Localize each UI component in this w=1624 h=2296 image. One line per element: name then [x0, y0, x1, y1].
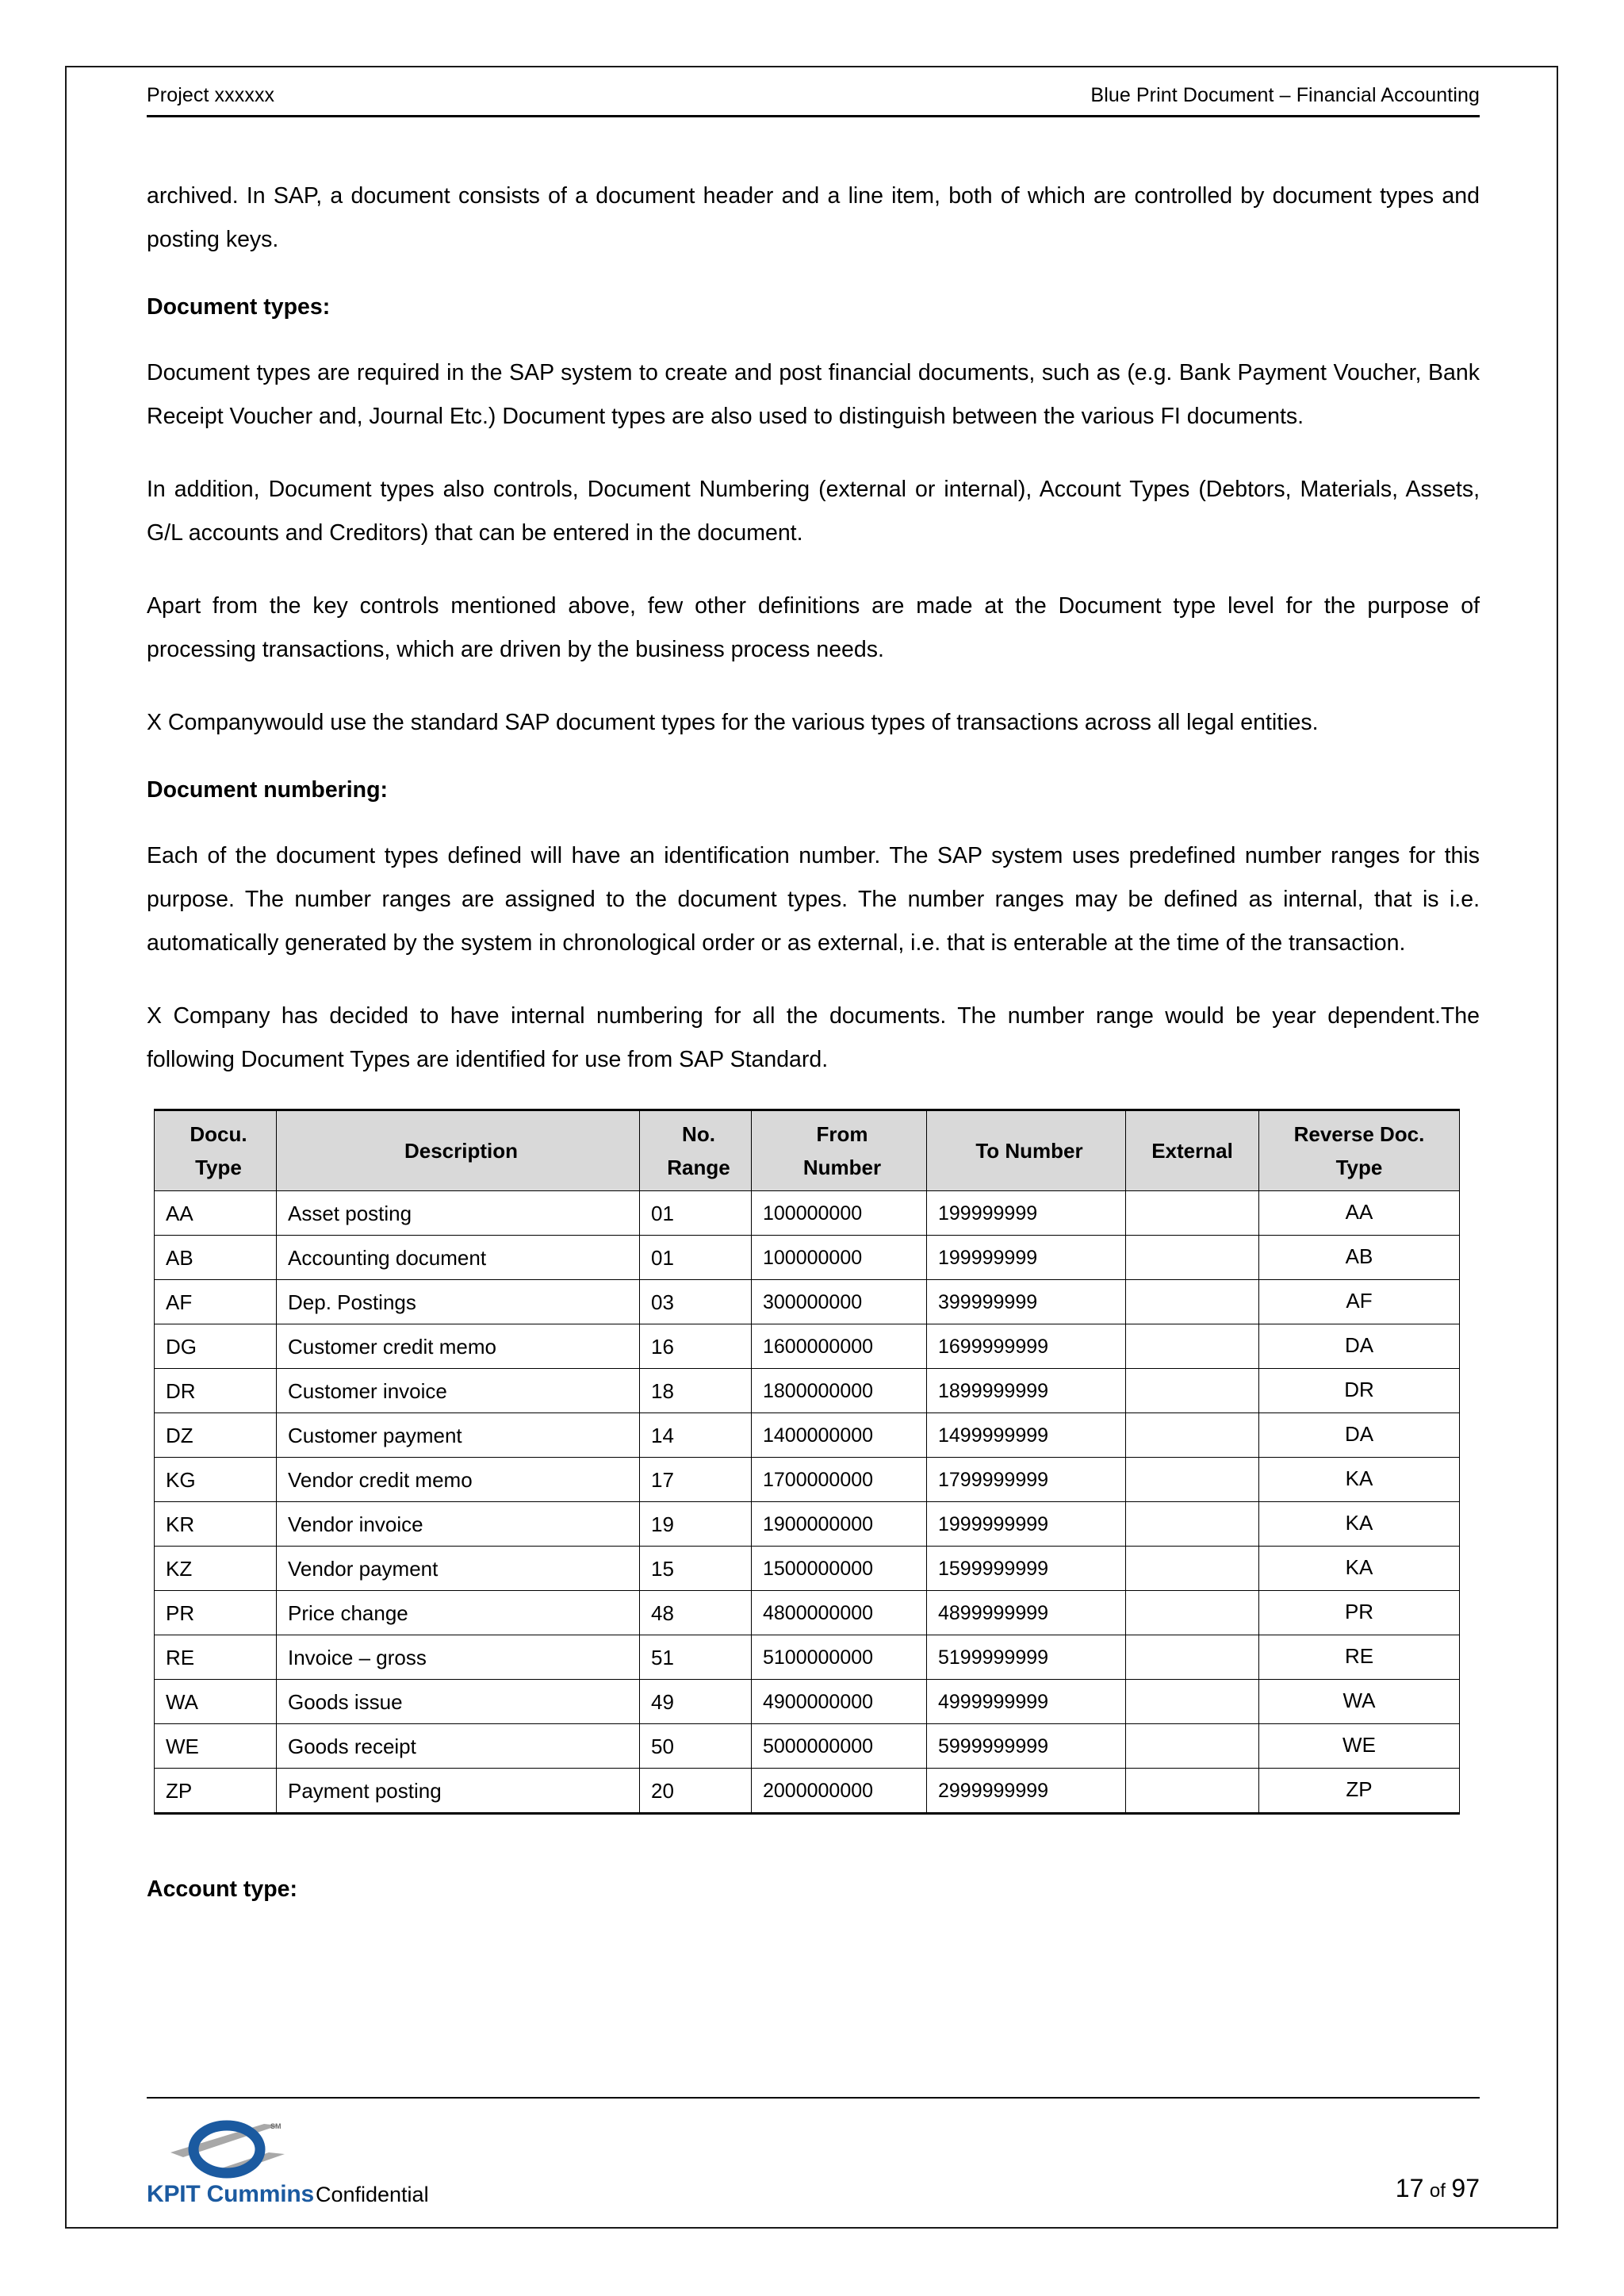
cell-to-number: 1799999999 [927, 1458, 1126, 1502]
cell-to-number: 199999999 [927, 1236, 1126, 1280]
cell-description: Invoice – gross [277, 1635, 640, 1680]
table-row [155, 1724, 1460, 1769]
cell-doc-type: AB [155, 1236, 277, 1280]
confidential-label: Confidential [315, 2183, 429, 2206]
cell-description: Customer credit memo [277, 1324, 640, 1369]
cell-reverse-doc-type: RE [1259, 1635, 1460, 1680]
cell-from-number: 4900000000 [752, 1680, 927, 1724]
cell-from-number: 100000000 [752, 1191, 927, 1236]
page-number [1396, 2174, 1480, 2208]
cell-to-number: 399999999 [927, 1280, 1126, 1324]
cell-doc-type: AF [155, 1280, 277, 1324]
cell-doc-type: DZ [155, 1413, 277, 1458]
header-divider [147, 115, 1480, 117]
cell-from-number: 1900000000 [752, 1502, 927, 1547]
brand-block [147, 2118, 429, 2208]
cell-no-range: 14 [640, 1413, 752, 1458]
paragraph-document-types-required: Document types are required in the SAP system to create and post financial documents, such as (e.g. Bank Payment Voucher, Bank Receipt Voucher and, Journal Etc.) Document types are also used to distinguish between the various FI documents. [147, 360, 1480, 429]
cell-doc-type: AA [155, 1191, 277, 1236]
table-row [155, 1324, 1460, 1369]
paragraph-number-ranges: Each of the document types defined will have an identification number. The SAP system uses predefined number ranges for this purpose. The number ranges are assigned to the document types. The number ranges may be defined as internal, that is i.e. automatically generated by the system in chronological order or as external, i.e. that is enterable at the time of the transaction. [147, 843, 1480, 956]
cell-reverse-doc-type: AA [1259, 1191, 1460, 1236]
column-header-reverse-doc-type [1259, 1110, 1460, 1191]
paragraph-standard-sap-types: X Companywould use the standard SAP document types for the various types of transactions across all legal entities. [147, 710, 1319, 735]
column-header-external [1126, 1110, 1259, 1191]
column-header-reverse-doc-type-line1: Reverse Doc. [1293, 1122, 1425, 1146]
cell-description: Vendor invoice [277, 1502, 640, 1547]
svg-text:SM: SM [270, 2122, 282, 2130]
cell-to-number: 4899999999 [927, 1591, 1126, 1635]
cell-description: Vendor payment [277, 1547, 640, 1591]
cell-from-number: 1400000000 [752, 1413, 927, 1458]
cell-doc-type: WA [155, 1680, 277, 1724]
cell-reverse-doc-type: WA [1259, 1680, 1460, 1724]
cell-from-number: 5100000000 [752, 1635, 927, 1680]
cell-external [1126, 1280, 1259, 1324]
cell-reverse-doc-type: PR [1259, 1591, 1460, 1635]
cell-no-range: 17 [640, 1458, 752, 1502]
table-row [155, 1502, 1460, 1547]
column-header-description [277, 1110, 640, 1191]
cell-doc-type: WE [155, 1724, 277, 1769]
paragraph-document-numbering-controls: In addition, Document types also controls, Document Numbering (external or internal), Account Types (Debtors, Materials, Assets, G/L accounts and Creditors) that can be entered in the document. [147, 477, 1480, 546]
page-footer [147, 2097, 1480, 2208]
cell-description: Price change [277, 1591, 640, 1635]
column-header-no-range [640, 1110, 752, 1191]
cell-external [1126, 1591, 1259, 1635]
cell-from-number: 1800000000 [752, 1369, 927, 1413]
table-row [155, 1413, 1460, 1458]
table-header-row [155, 1110, 1460, 1191]
column-header-doc-type [155, 1110, 277, 1191]
cell-external [1126, 1635, 1259, 1680]
cell-to-number: 1699999999 [927, 1324, 1126, 1369]
cell-external [1126, 1191, 1259, 1236]
cell-description: Payment posting [277, 1769, 640, 1814]
document-types-table-wrapper [154, 1109, 1438, 1815]
cell-external [1126, 1769, 1259, 1814]
column-header-from-number-line1: From [816, 1122, 868, 1146]
table-row [155, 1191, 1460, 1236]
cell-description: Dep. Postings [277, 1280, 640, 1324]
cell-to-number: 1999999999 [927, 1502, 1126, 1547]
table-row [155, 1680, 1460, 1724]
cell-reverse-doc-type: KA [1259, 1458, 1460, 1502]
table-row [155, 1591, 1460, 1635]
cell-to-number: 2999999999 [927, 1769, 1126, 1814]
footer-divider [147, 2097, 1480, 2099]
cell-description: Asset posting [277, 1191, 640, 1236]
cell-reverse-doc-type: WE [1259, 1724, 1460, 1769]
cell-description: Goods issue [277, 1680, 640, 1724]
cell-no-range: 51 [640, 1635, 752, 1680]
cell-from-number: 2000000000 [752, 1769, 927, 1814]
cell-no-range: 16 [640, 1324, 752, 1369]
cell-external [1126, 1369, 1259, 1413]
kpit-cummins-logo-icon [169, 2118, 300, 2179]
page-number-current: 17 [1395, 2174, 1424, 2202]
paragraph-archived: archived. In SAP, a document consists of a document header and a line item, both of which are controlled by document types and posting keys. [147, 183, 1480, 252]
heading-document-types: Document types: [147, 294, 331, 320]
cell-reverse-doc-type: AF [1259, 1280, 1460, 1324]
cell-from-number: 1700000000 [752, 1458, 927, 1502]
cell-external [1126, 1458, 1259, 1502]
cell-external [1126, 1547, 1259, 1591]
cell-doc-type: ZP [155, 1769, 277, 1814]
column-header-to-number [927, 1110, 1126, 1191]
column-header-from-number-line2: Number [802, 1156, 882, 1179]
table-body [155, 1191, 1460, 1814]
cell-description: Customer payment [277, 1413, 640, 1458]
cell-external [1126, 1502, 1259, 1547]
column-header-no-range-line2: Range [667, 1156, 730, 1179]
page-content [147, 174, 1480, 1903]
table-row [155, 1369, 1460, 1413]
page-number-total: 97 [1451, 2174, 1480, 2202]
column-header-doc-type-line2: Type [195, 1156, 242, 1179]
cell-doc-type: KR [155, 1502, 277, 1547]
cell-reverse-doc-type: AB [1259, 1236, 1460, 1280]
page-number-of: of [1429, 2180, 1446, 2202]
cell-description: Customer invoice [277, 1369, 640, 1413]
cell-reverse-doc-type: DR [1259, 1369, 1460, 1413]
page-header [147, 84, 1480, 117]
cell-reverse-doc-type: DA [1259, 1413, 1460, 1458]
column-header-doc-type-line1: Docu. [190, 1122, 247, 1146]
cell-no-range: 20 [640, 1769, 752, 1814]
cell-no-range: 03 [640, 1280, 752, 1324]
table-row [155, 1547, 1460, 1591]
cell-no-range: 19 [640, 1502, 752, 1547]
cell-to-number: 5199999999 [927, 1635, 1126, 1680]
table-row [155, 1280, 1460, 1324]
cell-reverse-doc-type: DA [1259, 1324, 1460, 1369]
column-header-no-range-line1: No. [682, 1122, 715, 1146]
cell-reverse-doc-type: KA [1259, 1547, 1460, 1591]
cell-doc-type: KG [155, 1458, 277, 1502]
heading-document-numbering: Document numbering: [147, 777, 388, 803]
cell-from-number: 5000000000 [752, 1724, 927, 1769]
table-row [155, 1458, 1460, 1502]
cell-description: Vendor credit memo [277, 1458, 640, 1502]
cell-from-number: 1500000000 [752, 1547, 927, 1591]
cell-to-number: 199999999 [927, 1191, 1126, 1236]
table-header [155, 1110, 1460, 1191]
document-types-table [154, 1109, 1460, 1815]
cell-description: Accounting document [277, 1236, 640, 1280]
cell-reverse-doc-type: KA [1259, 1502, 1460, 1547]
cell-no-range: 01 [640, 1191, 752, 1236]
cell-to-number: 5999999999 [927, 1724, 1126, 1769]
cell-no-range: 01 [640, 1236, 752, 1280]
cell-from-number: 4800000000 [752, 1591, 927, 1635]
cell-no-range: 48 [640, 1591, 752, 1635]
cell-doc-type: PR [155, 1591, 277, 1635]
cell-external [1126, 1236, 1259, 1280]
cell-no-range: 49 [640, 1680, 752, 1724]
table-row [155, 1635, 1460, 1680]
cell-external [1126, 1680, 1259, 1724]
cell-to-number: 1599999999 [927, 1547, 1126, 1591]
paragraph-internal-numbering: X Company has decided to have internal numbering for all the documents. The number range would be year dependent.The following Document Types are identified for use from SAP Standard. [147, 1003, 1480, 1072]
cell-no-range: 50 [640, 1724, 752, 1769]
document-page [65, 66, 1558, 2229]
table-row [155, 1769, 1460, 1814]
cell-external [1126, 1413, 1259, 1458]
cell-from-number: 300000000 [752, 1280, 927, 1324]
cell-external [1126, 1324, 1259, 1369]
paragraph-key-controls: Apart from the key controls mentioned above, few other definitions are made at the Document type level for the purpose of processing transactions, which are driven by the business process needs. [147, 593, 1480, 662]
cell-to-number: 1899999999 [927, 1369, 1126, 1413]
cell-doc-type: DR [155, 1369, 277, 1413]
cell-external [1126, 1724, 1259, 1769]
cell-no-range: 15 [640, 1547, 752, 1591]
cell-to-number: 1499999999 [927, 1413, 1126, 1458]
cell-doc-type: DG [155, 1324, 277, 1369]
column-header-description-line1: Description [404, 1139, 519, 1163]
cell-description: Goods receipt [277, 1724, 640, 1769]
header-document-title: Blue Print Document – Financial Accounting [1090, 84, 1480, 106]
column-header-reverse-doc-type-line2: Type [1335, 1156, 1383, 1179]
cell-to-number: 4999999999 [927, 1680, 1126, 1724]
table-row [155, 1236, 1460, 1280]
cell-doc-type: KZ [155, 1547, 277, 1591]
column-header-to-number-line1: To Number [975, 1139, 1083, 1163]
cell-from-number: 100000000 [752, 1236, 927, 1280]
brand-name-label: KPIT Cummins [147, 2181, 314, 2207]
header-project-label: Project xxxxxx [147, 84, 275, 106]
column-header-from-number [752, 1110, 927, 1191]
heading-account-type: Account type: [147, 1876, 298, 1902]
cell-doc-type: RE [155, 1635, 277, 1680]
cell-from-number: 1600000000 [752, 1324, 927, 1369]
column-header-external-line1: External [1151, 1139, 1233, 1163]
cell-no-range: 18 [640, 1369, 752, 1413]
cell-reverse-doc-type: ZP [1259, 1769, 1460, 1814]
